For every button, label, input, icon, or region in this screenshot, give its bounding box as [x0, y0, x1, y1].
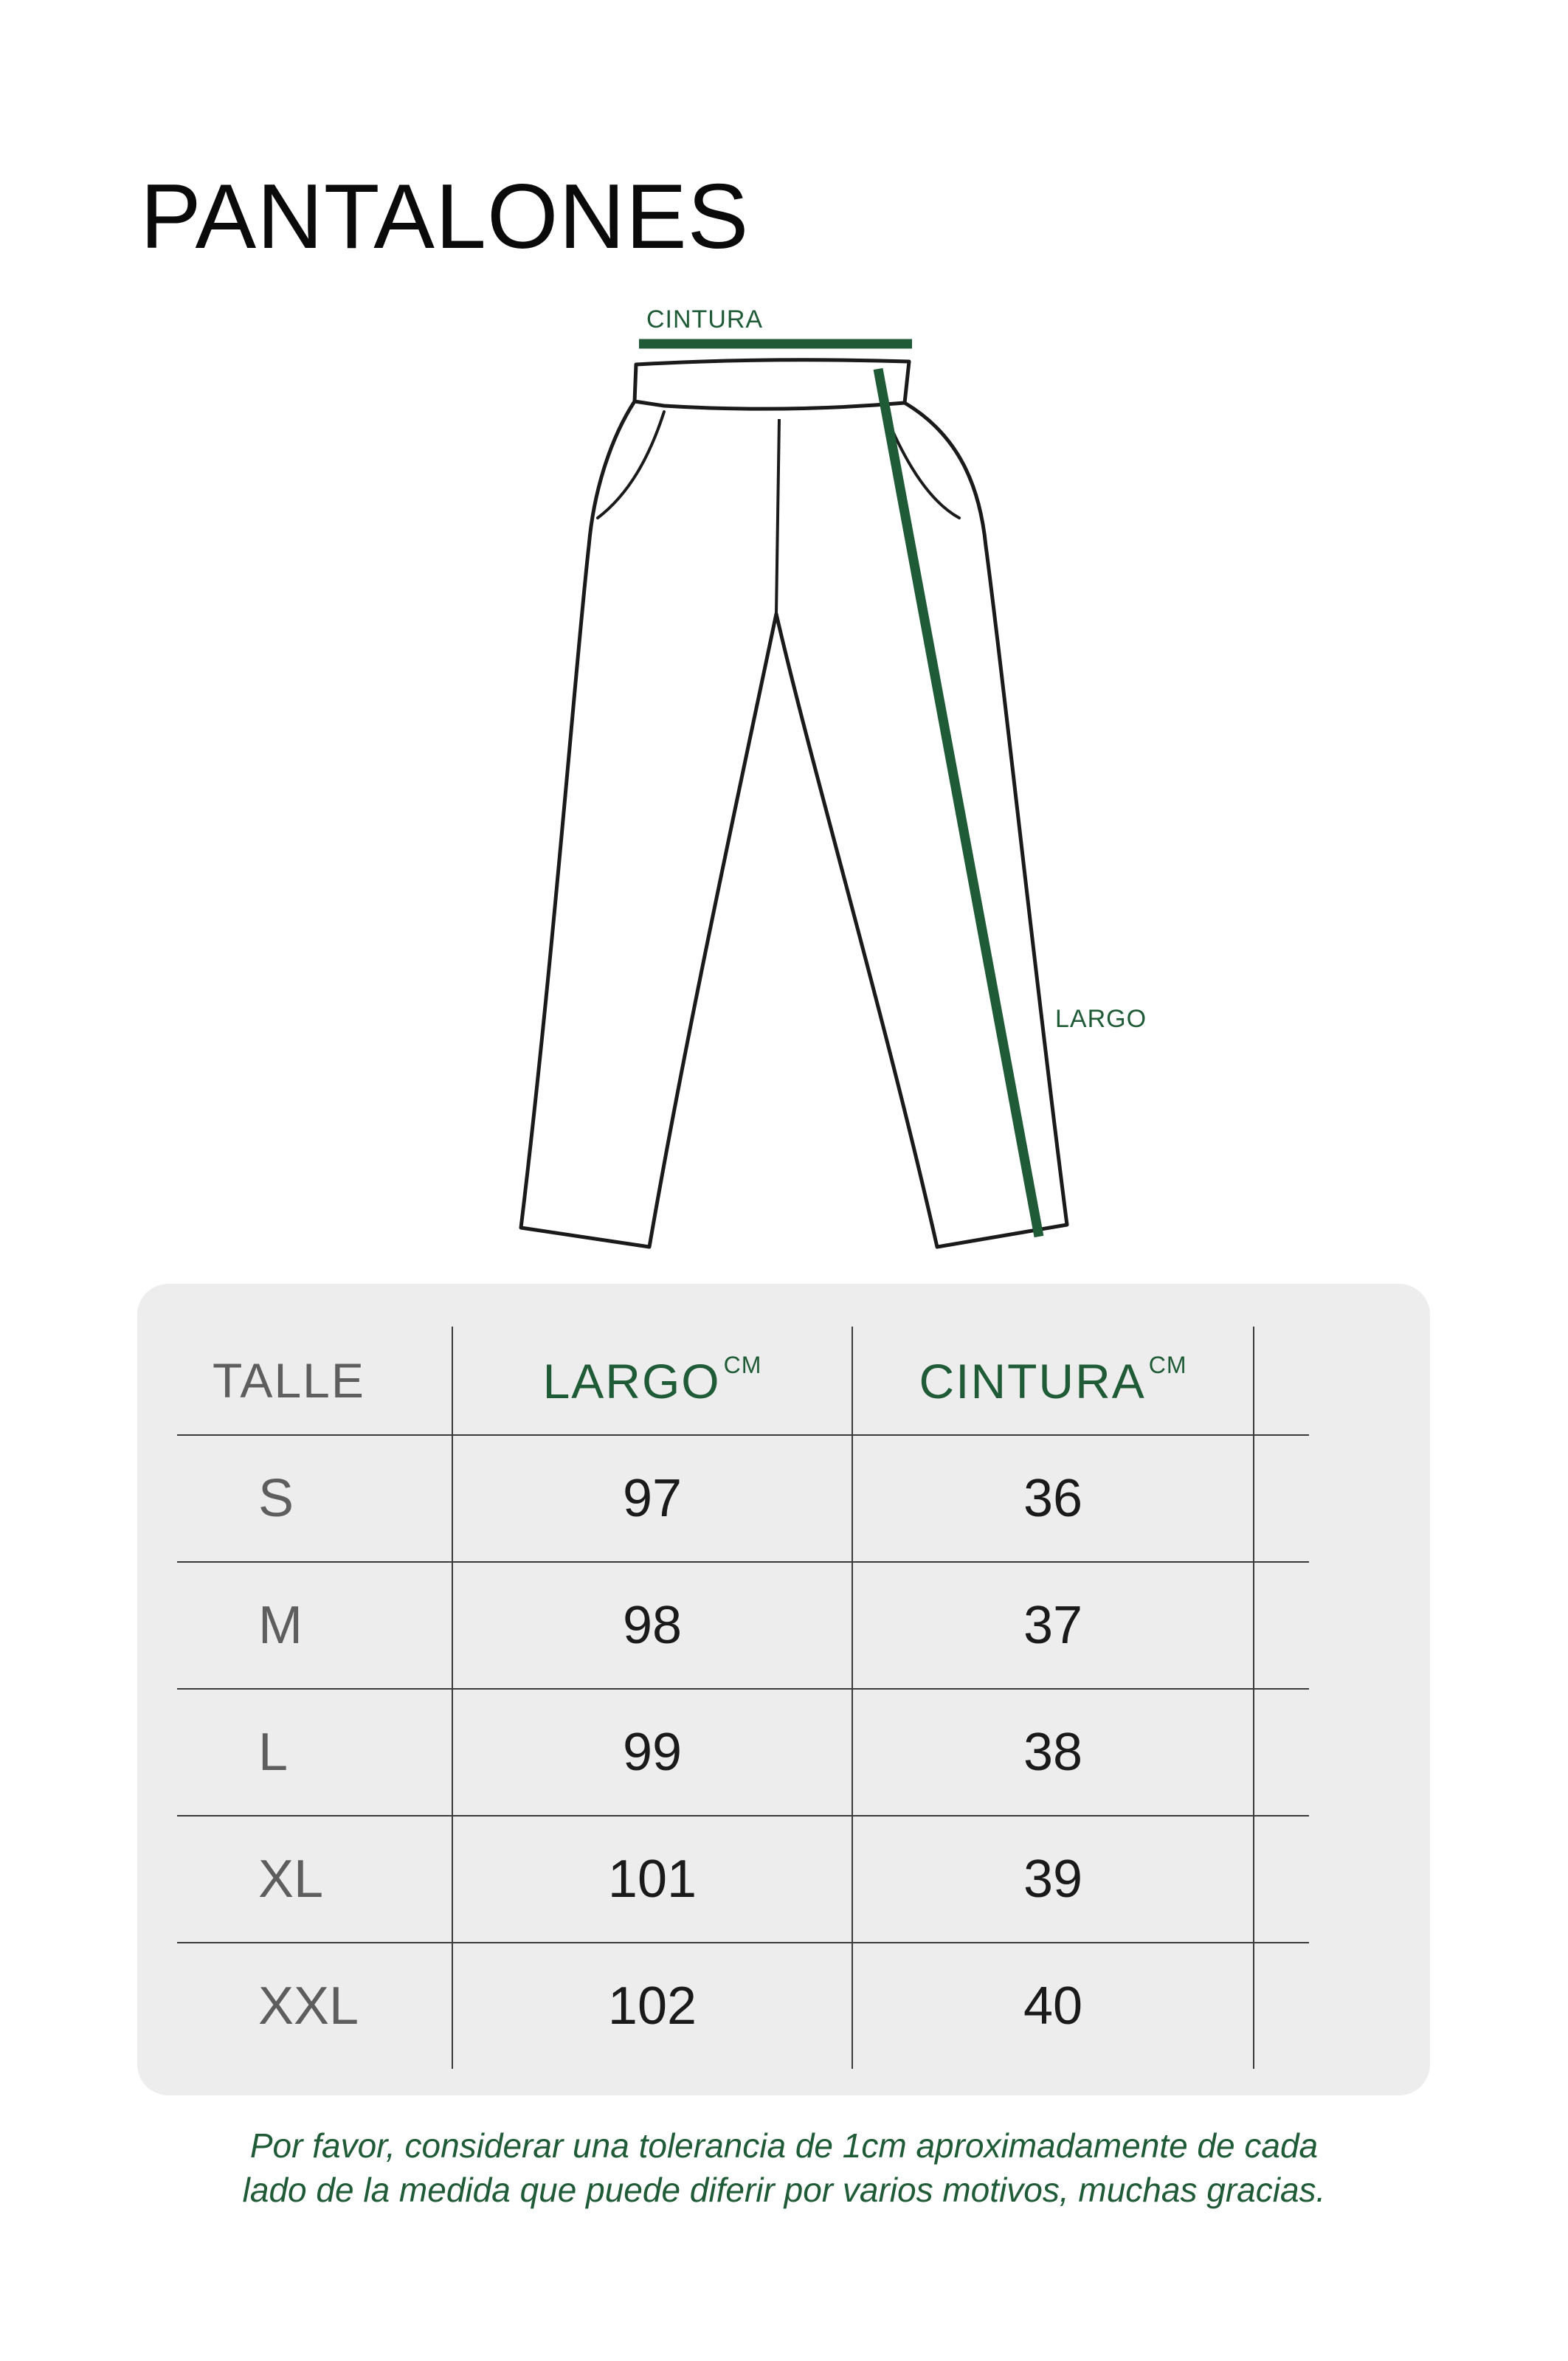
row-waist: 36 — [852, 1435, 1254, 1562]
table-row — [177, 1816, 1309, 1943]
row-size: XXL — [177, 1943, 452, 2069]
row-size: S — [177, 1435, 452, 1562]
row-spacer — [1254, 1816, 1309, 1943]
row-size: L — [177, 1689, 452, 1816]
row-length: 97 — [452, 1435, 852, 1562]
header-size-label: TALLE — [213, 1353, 365, 1408]
table-row — [177, 1689, 1309, 1816]
size-table — [177, 1327, 1309, 2069]
pants-center-seam — [776, 419, 779, 614]
row-size: M — [177, 1562, 452, 1689]
row-size: XL — [177, 1816, 452, 1943]
header-spacer — [1254, 1327, 1309, 1435]
table-row — [177, 1943, 1309, 2069]
header-waist — [852, 1327, 1254, 1435]
table-row — [177, 1435, 1309, 1562]
pants-illustration — [0, 280, 1568, 1269]
row-length: 99 — [452, 1689, 852, 1816]
tolerance-note-line-2: lado de la medida que puede diferir por varios motivos, muchas gracias. — [242, 2171, 1326, 2209]
header-waist-label: CINTURA — [919, 1354, 1146, 1408]
row-waist: 38 — [852, 1689, 1254, 1816]
size-table-card — [137, 1284, 1430, 2095]
row-waist: 37 — [852, 1562, 1254, 1689]
table-header-row — [177, 1327, 1309, 1435]
header-length — [452, 1327, 852, 1435]
pants-outline — [521, 401, 1067, 1247]
pants-waistband — [635, 360, 909, 409]
waist-label: CINTURA — [646, 305, 764, 333]
pants-left-pocket — [598, 412, 664, 518]
length-label: LARGO — [1055, 1005, 1147, 1033]
header-size — [177, 1327, 452, 1435]
pants-diagram — [0, 280, 1568, 1269]
table-row — [177, 1562, 1309, 1689]
header-length-unit: CM — [723, 1352, 762, 1378]
row-spacer — [1254, 1562, 1309, 1689]
row-spacer — [1254, 1435, 1309, 1562]
row-waist: 40 — [852, 1943, 1254, 2069]
row-waist: 39 — [852, 1816, 1254, 1943]
row-length: 102 — [452, 1943, 852, 2069]
row-length: 101 — [452, 1816, 852, 1943]
header-waist-unit: CM — [1148, 1352, 1187, 1378]
header-length-label: LARGO — [542, 1354, 721, 1408]
row-spacer — [1254, 1689, 1309, 1816]
row-length: 98 — [452, 1562, 852, 1689]
row-spacer — [1254, 1943, 1309, 2069]
tolerance-note — [0, 2123, 1568, 2212]
tolerance-note-line-1: Por favor, considerar una tolerancia de 1cm aproximadamente de cada — [249, 2126, 1319, 2165]
page-title: PANTALONES — [140, 166, 750, 268]
